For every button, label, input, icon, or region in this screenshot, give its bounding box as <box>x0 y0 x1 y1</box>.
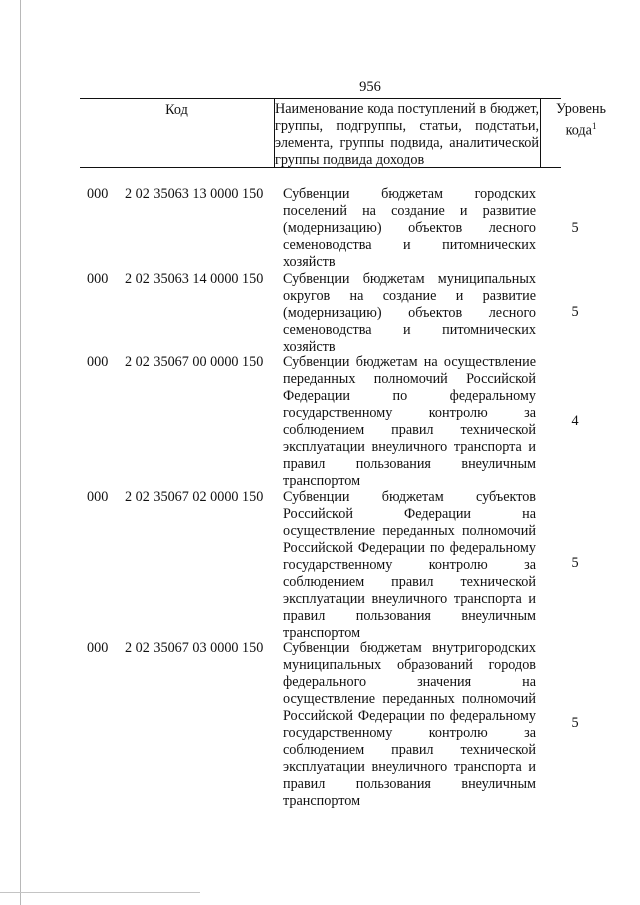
code-level: 5 <box>571 220 579 236</box>
revenue-code: 2 02 35067 03 0000 150 <box>125 640 264 656</box>
revenue-code: 2 02 35067 02 0000 150 <box>125 489 264 505</box>
header-level <box>540 99 621 167</box>
revenue-code: 2 02 35063 13 0000 150 <box>125 186 264 202</box>
page-number: 956 <box>359 79 381 95</box>
revenue-name: Субвенции бюджетам городских поселений на создание и развитие (модернизацию) объектов лесного семеноводства и питомнических хозяйств <box>283 186 536 270</box>
admin-code: 000 <box>87 640 109 656</box>
revenue-name: Субвенции бюджетам внутригородских муниципальных образований городов федерального значения на осуществление переданных полномочий Российской Федерации по федеральному государственному контролю за соблюдением правил технической эксплуатации внеуличного транспорта и правил пользования внеуличным транспортом <box>283 640 536 809</box>
revenue-name: Субвенции бюджетам субъектов Российской Федерации на осуществление переданных полномочий Российской Федерации по федеральному государственному контролю за соблюдением правил технической эксплуатации внеуличного транспорта и правил пользования внеуличным транспортом <box>283 489 536 641</box>
header-level-footnote: 1 <box>591 121 597 131</box>
revenue-name: Субвенции бюджетам муниципальных округов на создание и развитие (модернизацию) объектов лесного семеноводства и питомнических хозяйств <box>283 271 536 355</box>
revenue-code: 2 02 35063 14 0000 150 <box>125 271 264 287</box>
admin-code: 000 <box>87 489 109 505</box>
page-bottom-line <box>0 892 200 893</box>
revenue-code: 2 02 35067 00 0000 150 <box>125 354 264 370</box>
admin-code: 000 <box>87 186 109 202</box>
revenue-name: Субвенции бюджетам на осуществление переданных полномочий Российской Федерации по федеральному государственному контролю за соблюдением правил технической эксплуатации внеуличного транспорта и правил пользования внеуличным транспортом <box>283 354 536 489</box>
admin-code: 000 <box>87 271 109 287</box>
header-level-label: Уровень кода <box>556 101 606 139</box>
code-level: 5 <box>571 304 579 320</box>
admin-code: 000 <box>87 354 109 370</box>
header-name: Наименование кода поступлений в бюджет, группы, подгруппы, статьи, подстатьи, элемента, группы подвида, аналитической группы подвида доходов <box>275 101 539 168</box>
code-level: 5 <box>571 555 579 571</box>
code-level: 5 <box>571 715 579 731</box>
code-level: 4 <box>571 413 579 429</box>
table-header <box>80 98 606 168</box>
page-edge-line <box>20 0 21 905</box>
header-code: Код <box>165 102 188 118</box>
